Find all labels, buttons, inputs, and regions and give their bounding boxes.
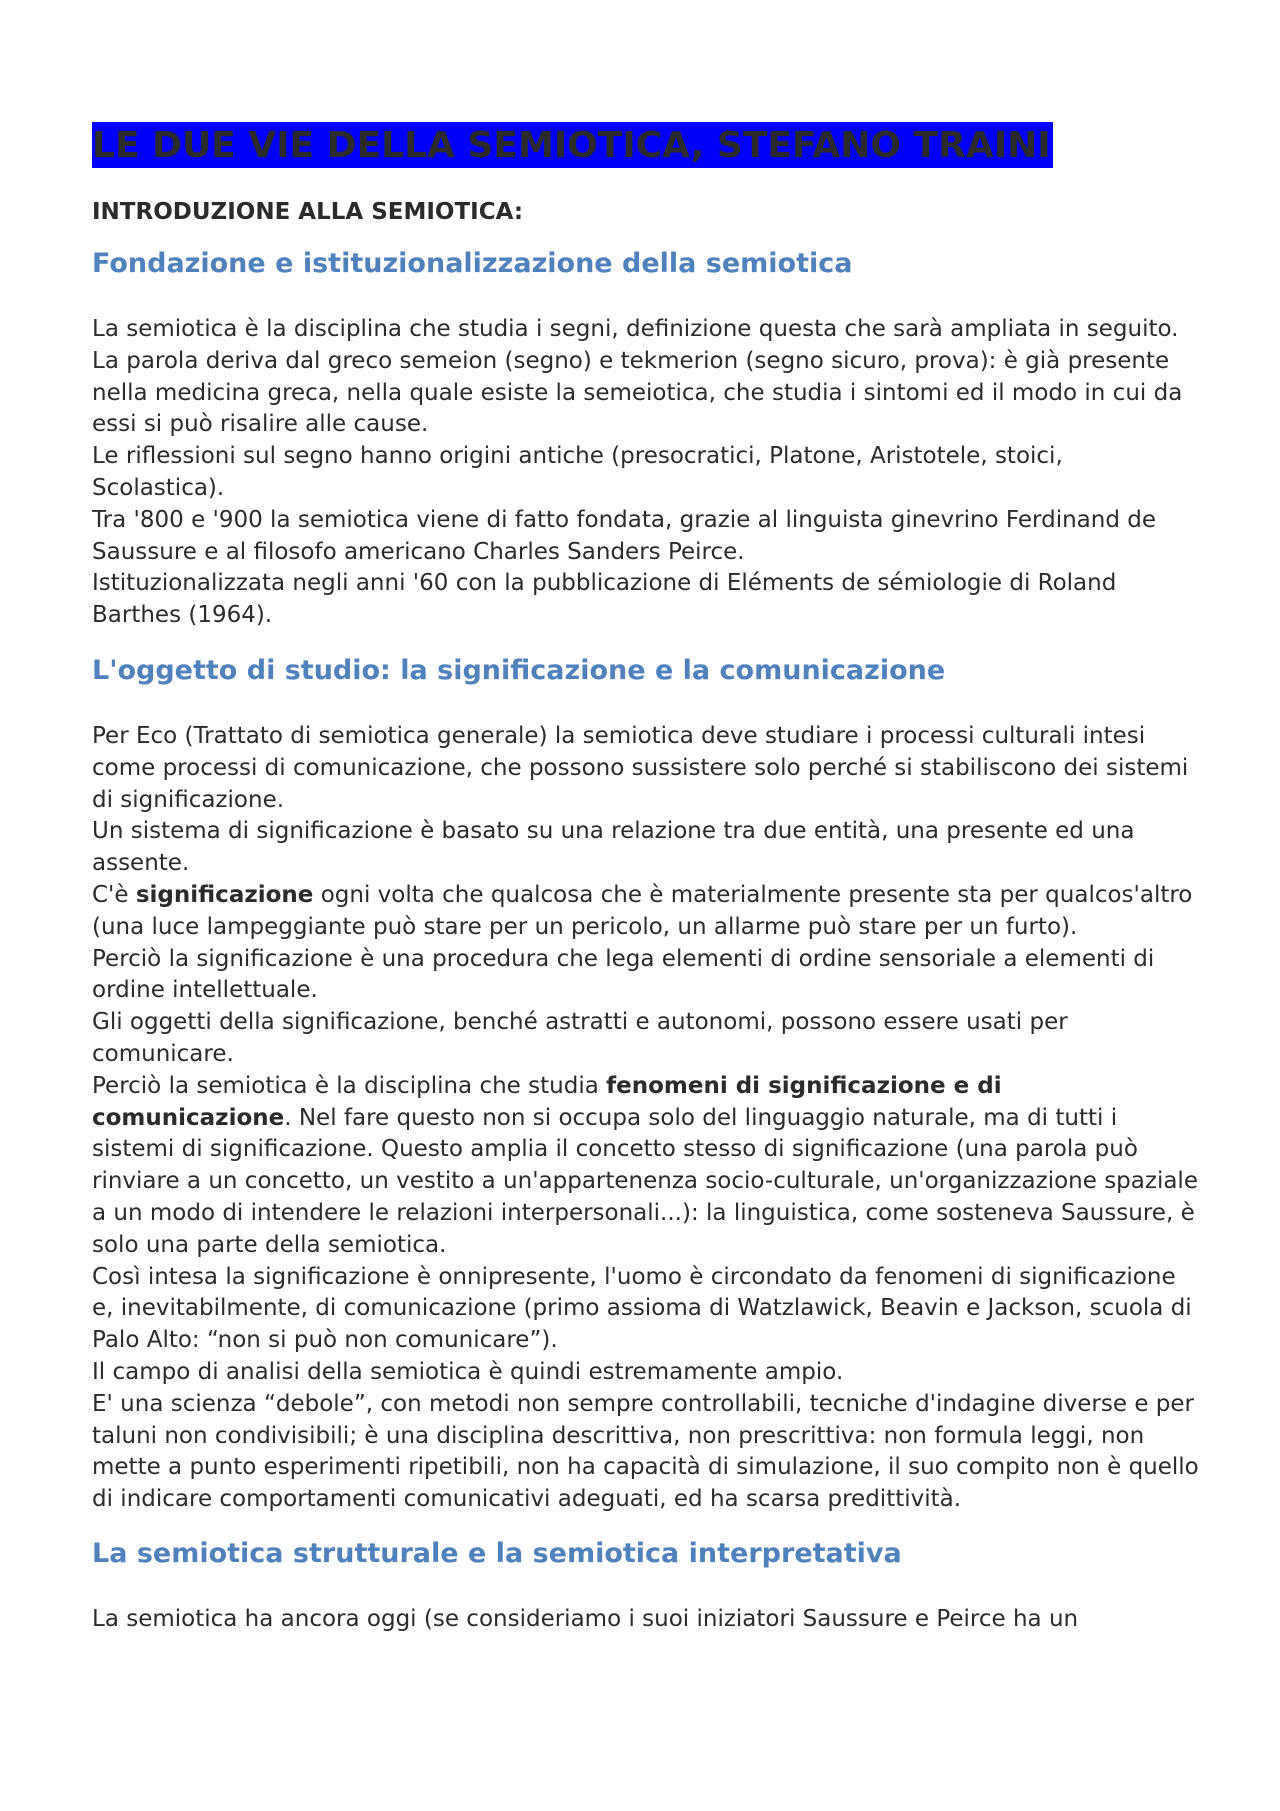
paragraph: La semiotica ha ancora oggi (se consideriamo i suoi iniziatori Saussure e Peirce ha un [92, 1605, 1079, 1632]
document-title: LE DUE VIE DELLA SEMIOTICA, STEFANO TRAINI [92, 122, 1053, 168]
paragraph: Così intesa la significazione è onnipresente, l'uomo è circondato da fenomeni di significazione e, inevitabilmente, di comunicazione (primo assioma di Watzlawick, Beavin e Jackson, scuola di Palo Alto: “non si può non comunicare”). [92, 1263, 1192, 1354]
paragraph [92, 880, 1202, 944]
paragraph: E' una scienza “debole”, con metodi non sempre controllabili, tecniche d'indagine diverse e per taluni non condivisibili; è una disciplina descrittiva, non prescrittiva: non formula leggi, non mette a punto esperimenti ripetibili, non ha capacità di simulazione, il suo compito non è quello di indicare comportamenti comunicativi adeguati, ed ha scarsa predittività. [92, 1390, 1199, 1513]
paragraph: La semiotica è la disciplina che studia i segni, definizione questa che sarà ampliata in seguito. [92, 316, 1179, 342]
paragraph: Istituzionalizzata negli anni '60 con la pubblicazione di Eléments de sémiologie di Roland Barthes (1964). [92, 570, 1117, 629]
text-run: . Nel fare questo non si occupa solo del linguaggio naturale, ma di tutti i sistemi di significazione. Questo amplia il concetto stesso di significazione (una parola può rinviare a un concetto, un vestito a un'appartenenza socio-culturale, un'organizzazione spaziale a un modo di intendere le relazioni interpersonali...): la linguistica, come sosteneva Saussure, è solo una parte della semiotica. [92, 1104, 1198, 1258]
section-heading-strutturale: La semiotica strutturale e la semiotica interpretativa [92, 1537, 902, 1569]
paragraph: Le riflessioni sul segno hanno origini antiche (presocratici, Platone, Aristotele, stoici, Scolastica). [92, 443, 1063, 501]
text-run: C'è [92, 881, 136, 908]
paragraph: Perciò la significazione è una procedura che lega elementi di ordine sensoriale a elementi di ordine intellettuale. [92, 945, 1155, 1004]
document-page [92, 122, 1202, 1636]
paragraph: Un sistema di significazione è basato su una relazione tra due entità, una presente ed una assente. [92, 818, 1135, 877]
paragraph [92, 1071, 1202, 1262]
section-heading-fondazione: Fondazione e istituzionalizzazione della semiotica [92, 248, 853, 279]
paragraph: Tra '800 e '900 la semiotica viene di fatto fondata, grazie al linguista ginevrino Ferdinand de Saussure e al filosofo americano Charles Sanders Peirce. [92, 506, 1156, 565]
title-row [92, 122, 1202, 170]
section-body-oggetto [92, 721, 1202, 1516]
text-run: ogni volta che qualcosa che è materialmente presente sta per qualcos'altro (una luce lampeggiante può stare per un pericolo, un allarme può stare per un furto). [92, 881, 1193, 940]
section-body-strutturale [92, 1604, 1202, 1636]
bold-term: significazione [135, 881, 314, 908]
paragraph: Gli oggetti della significazione, benché astratti e autonomi, possono essere usati per comunicare. [92, 1009, 1068, 1067]
section-heading-oggetto: L'oggetto di studio: la significazione e la comunicazione [92, 654, 946, 686]
intro-heading: INTRODUZIONE ALLA SEMIOTICA: [92, 199, 524, 225]
section-body-fondazione [92, 314, 1202, 632]
paragraph: Il campo di analisi della semiotica è quindi estremamente ampio. [92, 1358, 844, 1385]
paragraph: La parola deriva dal greco semeion (segno) e tekmerion (segno sicuro, prova): è già presente nella medicina greca, nella quale esiste la semeiotica, che studia i sintomi ed il modo in cui da essi si può risalire alle cause. [92, 347, 1183, 438]
bold-term: fenomeni di significazione e di comunicazione [92, 1072, 1002, 1131]
paragraph: Per Eco (Trattato di semiotica generale) la semiotica deve studiare i processi culturali intesi come processi di comunicazione, che possono sussistere solo perché si stabiliscono dei sistemi di significazione. [92, 722, 1189, 813]
text-run: Perciò la semiotica è la disciplina che studia [92, 1072, 607, 1099]
